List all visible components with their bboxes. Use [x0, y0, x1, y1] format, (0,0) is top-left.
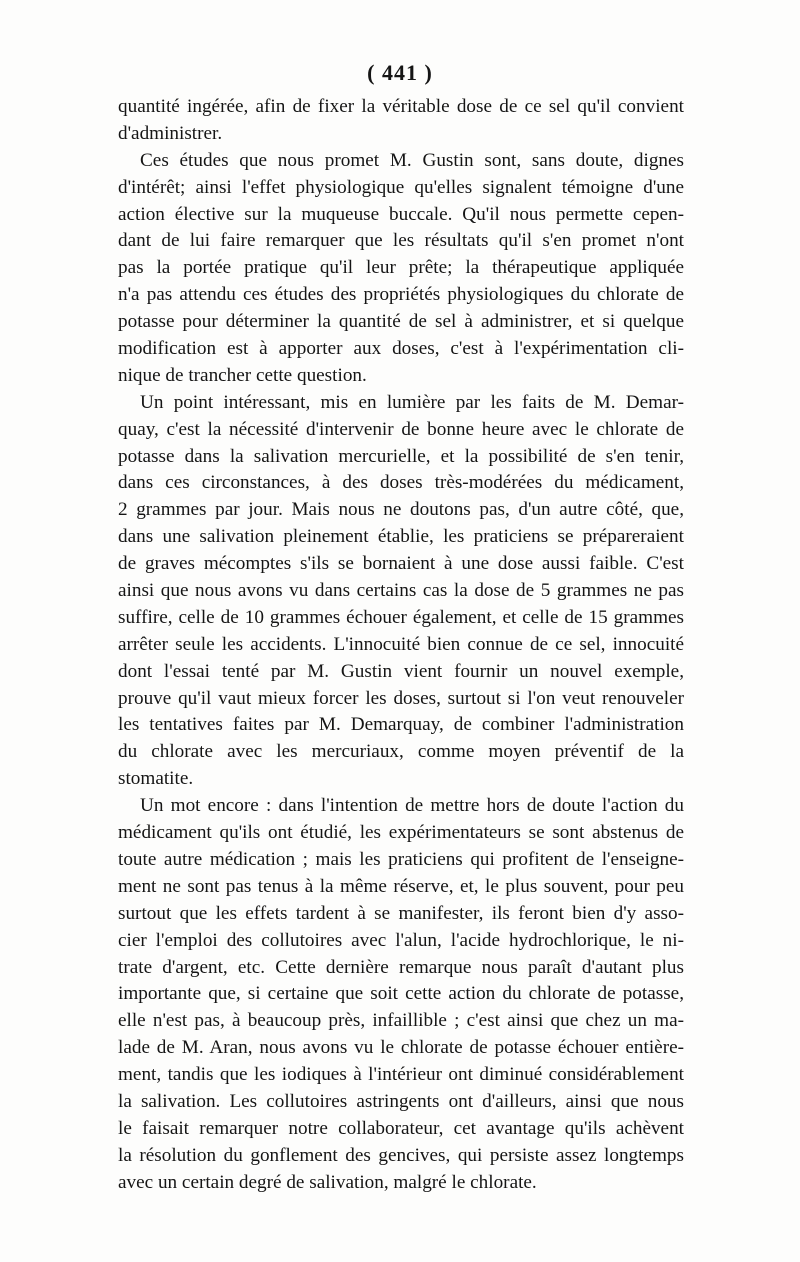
text-line: le faisait remarquer notre collaborateur, cet avantage qu'ils achèvent [118, 1117, 684, 1139]
paragraph [118, 793, 684, 1196]
text-line: quay, c'est la nécessité d'intervenir de bonne heure avec le chlorate de [118, 418, 684, 440]
text-line: lade de M. Aran, nous avons vu le chlorate de potasse échouer entière- [118, 1037, 684, 1059]
text-line: les tentatives faites par M. Demarquay, de combiner l'administration [118, 714, 684, 736]
text-line: prouve qu'il vaut mieux forcer les doses, surtout si l'on veut renouveler [118, 687, 684, 709]
text-line: potasse pour déterminer la quantité de sel à administrer, et si quelque [118, 311, 684, 333]
text-line: dant de lui faire remarquer que les résultats qu'il s'en promet n'ont [118, 230, 684, 252]
text-line: importante que, si certaine que soit cette action du chlorate de potasse, [118, 983, 684, 1005]
text-line: stomatite. [118, 768, 194, 790]
text-line: Un mot encore : dans l'intention de mettre hors de doute l'action du [140, 795, 684, 817]
text-line: avec un certain degré de salivation, malgré le chlorate. [118, 1171, 537, 1193]
text-line: ainsi que nous avons vu dans certains cas la dose de 5 grammes ne pas [118, 580, 684, 602]
text-line: dans ces circonstances, à des doses très-modérées du médicament, [118, 472, 684, 494]
page-number: ( 441 ) [367, 60, 433, 85]
text-line: la salivation. Les collutoires astringents ont d'ailleurs, ainsi que nous [118, 1090, 684, 1112]
text-line: elle n'est pas, à beaucoup près, infaillible ; c'est ainsi que chez un ma- [118, 1010, 684, 1032]
text-line: dans une salivation pleinement établie, les praticiens se prépareraient [118, 526, 684, 548]
paragraph [118, 94, 684, 148]
text-line: cier l'emploi des collutoires avec l'alun, l'acide hydrochlorique, le ni- [118, 929, 684, 951]
text-line: trate d'argent, etc. Cette dernière remarque nous paraît d'autant plus [118, 956, 684, 978]
text-line: modification est à apporter aux doses, c'est à l'expérimentation cli- [118, 338, 684, 360]
text-line: d'administrer. [118, 122, 223, 144]
text-line: potasse dans la salivation mercurielle, et la possibilité de s'en tenir, [118, 445, 684, 467]
text-line: 2 grammes par jour. Mais nous ne doutons pas, d'un autre côté, que, [118, 499, 684, 521]
text-line: Un point intéressant, mis en lumière par les faits de M. Demar- [140, 391, 684, 413]
text-line: ment ne sont pas tenus à la même réserve, et, le plus souvent, pour peu [118, 875, 684, 897]
text-line: quantité ingérée, afin de fixer la véritable dose de ce sel qu'il convient [118, 96, 684, 117]
text-line: suffire, celle de 10 grammes échouer également, et celle de 15 grammes [118, 606, 684, 628]
text-line: action élective sur la muqueuse buccale. Qu'il nous permette cepen- [118, 203, 684, 225]
text-line: toute autre médication ; mais les praticiens qui profitent de l'enseigne- [118, 848, 684, 870]
text-line: médicament qu'ils ont étudié, les expérimentateurs se sont abstenus de [118, 822, 684, 844]
text-line: dont l'essai tenté par M. Gustin vient fournir un nouvel exemple, [118, 660, 684, 682]
paragraph [118, 390, 684, 793]
text-line: d'intérêt; ainsi l'effet physiologique qu'elles signalent témoigne d'une [118, 176, 684, 198]
text-line: ment, tandis que les iodiques à l'intérieur ont diminué considérablement [118, 1064, 684, 1086]
text-line: de graves mécomptes s'ils se bornaient à une dose aussi faible. C'est [118, 553, 684, 575]
text-line: du chlorate avec les mercuriaux, comme moyen préventif de la [118, 741, 684, 763]
text-line: la résolution du gonflement des gencives, qui persiste assez longtemps [118, 1144, 684, 1166]
text-line: pas la portée pratique qu'il leur prête; la thérapeutique appliquée [118, 257, 684, 279]
body-text [118, 94, 684, 1197]
paragraph [118, 148, 684, 390]
text-line: surtout que les effets tardent à se manifester, ils feront bien d'y asso- [118, 902, 684, 924]
text-line: Ces études que nous promet M. Gustin sont, sans doute, dignes [140, 149, 684, 171]
text-line: n'a pas attendu ces études des propriétés physiologiques du chlorate de [118, 284, 684, 306]
text-line: arrêter seule les accidents. L'innocuité bien connue de ce sel, innocuité [118, 633, 684, 655]
text-line: nique de trancher cette question. [118, 364, 367, 386]
